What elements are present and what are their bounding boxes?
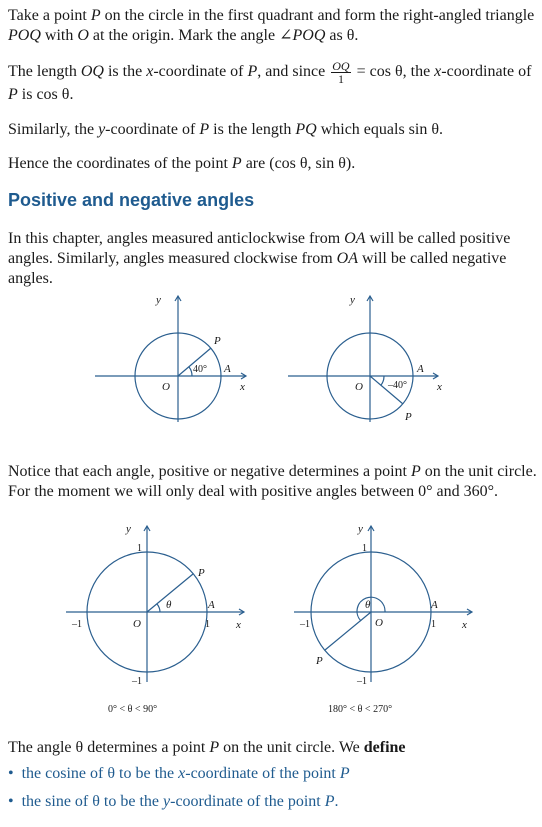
angle-arc (381, 376, 384, 385)
unit-circle (311, 552, 431, 672)
y-axis-arrow (144, 526, 150, 531)
range-label: 180° < θ < 270° (328, 704, 393, 715)
definition-list (8, 764, 538, 820)
fraction-oq-over-1: $\frac{OQ}{1}$ (332, 59, 350, 86)
y-axis-arrow (368, 526, 374, 531)
tick-label-y-minus-1: –1 (132, 676, 142, 687)
section-heading: Positive and negative angles (8, 190, 255, 210)
cosine-paragraph: The length OQ is the x-coordinate of P, and since $\frac{OQ}{1}$ = cos θ, the x-coordinate of P is cos θ. (8, 59, 532, 103)
tick-label-y-1: 1 (137, 543, 142, 554)
y-label: y (126, 523, 131, 535)
p-label: P (405, 411, 412, 423)
x-label: x (437, 381, 442, 393)
angle-arc (357, 597, 385, 621)
y-label: y (156, 294, 161, 306)
list-item: • the cosine of θ to be the x-coordinate of the point P (8, 765, 350, 782)
a-label: A (208, 599, 215, 611)
a-label: A (417, 363, 424, 375)
a-label: A (431, 599, 438, 611)
tick-label-x-minus-1: –1 (300, 619, 310, 630)
x-label: x (240, 381, 245, 393)
theta-label: θ (166, 599, 172, 611)
unit-circle (327, 333, 413, 419)
theta-label: θ (365, 599, 371, 611)
unit-circle-paragraph: Notice that each angle, positive or negative determines a point P on the unit circle. For the moment we will only deal with positive angles between 0° and 360°. (8, 463, 537, 500)
unit-circle (135, 333, 221, 419)
angle-label: 40° (193, 364, 207, 375)
definition-paragraph: The angle θ determines a point P on the unit circle. We define (8, 739, 406, 756)
p-label: P (198, 567, 205, 579)
p-label: P (214, 335, 221, 347)
intro-paragraph: Take a point P on the circle in the first quadrant and form the right-angled triangle POQ with O at the origin. Mark the angle ∠POQ as θ. (8, 7, 535, 44)
coordinates-paragraph: Hence the coordinates of the point P are (cos θ, sin θ). (8, 155, 356, 172)
origin-label: O (375, 617, 383, 629)
tick-label-y-minus-1: –1 (357, 676, 367, 687)
range-label: 0° < θ < 90° (108, 704, 158, 715)
origin-label: O (133, 618, 141, 630)
y-label: y (350, 294, 355, 306)
x-axis-arrow (241, 373, 246, 379)
radius-op (178, 348, 211, 376)
angle-arc (189, 367, 192, 376)
y-axis-arrow (175, 296, 181, 301)
tick-label-x-1: 1 (205, 619, 210, 630)
angle-arc (157, 604, 160, 612)
y-axis-arrow (367, 296, 373, 301)
origin-label: O (162, 381, 170, 393)
tick-label-y-1: 1 (362, 543, 367, 554)
x-label: x (236, 619, 241, 631)
radius-op (370, 376, 403, 404)
angle-label: –40° (388, 380, 407, 391)
radius-op (147, 574, 193, 612)
unit-circle (87, 552, 207, 672)
x-axis-arrow (239, 609, 244, 615)
tick-label-x-1: 1 (431, 619, 436, 630)
p-label: P (316, 655, 323, 667)
radius-op (325, 612, 371, 650)
y-label: y (358, 523, 363, 535)
a-label: A (224, 363, 231, 375)
x-axis-arrow (467, 609, 472, 615)
angles-paragraph: In this chapter, angles measured anticlockwise from OA will be called positive angles. Similarly, angles measured clockwise from OA will be called negative angles. (8, 230, 511, 287)
origin-label: O (355, 381, 363, 393)
x-label: x (462, 619, 467, 631)
list-item: • the sine of θ to be the y-coordinate of the point P. (8, 793, 339, 810)
sine-paragraph: Similarly, the y-coordinate of P is the length PQ which equals sin θ. (8, 121, 443, 138)
x-axis-arrow (433, 373, 438, 379)
tick-label-x-minus-1: –1 (72, 619, 82, 630)
